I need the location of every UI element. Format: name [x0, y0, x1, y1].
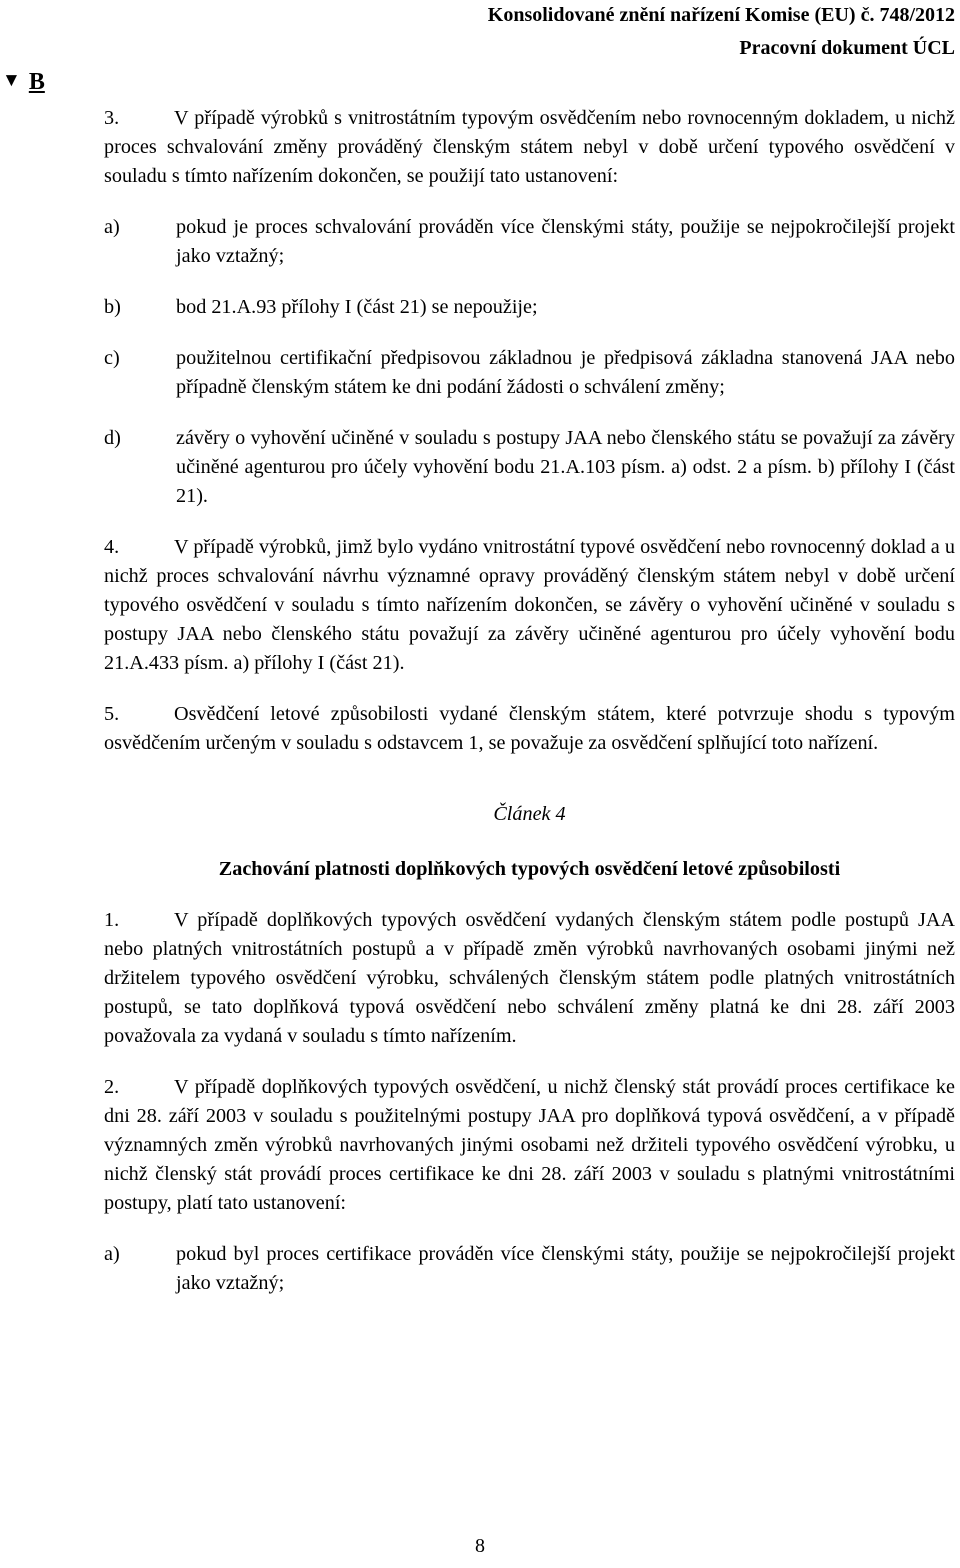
page-number: 8	[475, 1535, 485, 1557]
item-text: pokud byl proces certifikace prováděn více členskými státy, použije se nejpokročilejší projekt jako vztažný;	[176, 1243, 955, 1294]
list-item-d	[104, 424, 955, 511]
paragraph-number: 4.	[104, 536, 120, 558]
item-label: c)	[104, 347, 120, 369]
paragraph-text: V případě výrobků, jimž bylo vydáno vnitrostátní typové osvědčení nebo rovnocenný doklad a u nichž proces schvalování návrhu významné opravy prováděný členským státem nebyl v době určení typového osvědčení v souladu s tímto nařízením dokončen, se závěry o vyhovění učiněné v souladu s postupy JAA nebo členského státu považují za závěry učiněné agenturou pro účely vyhovění bodu 21.A.433 písm. a) přílohy I (část 21).	[104, 536, 955, 674]
paragraph-number: 3.	[104, 107, 120, 129]
list-item-a	[104, 1240, 955, 1298]
paragraph-number: 1.	[104, 909, 120, 931]
item-label: a)	[104, 216, 120, 238]
paragraph-text: Osvědčení letové způsobilosti vydané členským státem, které potvrzuje shodu s typovým osvědčením určeným v souladu s odstavcem 1, se považuje za osvědčení splňující toto nařízení.	[104, 703, 955, 754]
article-paragraph-1	[104, 906, 955, 1051]
list-item-c	[104, 344, 955, 402]
list-item-b	[104, 293, 955, 322]
triangle-down-icon: ▼	[2, 70, 21, 91]
paragraph-text: V případě doplňkových typových osvědčení, u nichž členský stát provádí proces certifikace ke dni 28. září 2003 v souladu s použitelnými postupy JAA pro doplňková typová osvědčení, a v případě významných změn výrobků navrhovaných jinými osobami než držiteli typového osvědčení výrobku, u nichž členský stát provádí proces certifikace ke dni 28. září 2003 v souladu s platnými vnitrostátními postupy, platí tato ustanovení:	[104, 1076, 955, 1214]
paragraph-number: 5.	[104, 703, 120, 725]
item-text: pokud je proces schvalování prováděn více členskými státy, použije se nejpokročilejší projekt jako vztažný;	[176, 216, 955, 267]
paragraph-text: V případě výrobků s vnitrostátním typovým osvědčením nebo rovnocenným dokladem, u nichž proces schvalování změny prováděný členským státem nebyl v době určení typového osvědčení v souladu s tímto nařízením dokončen, se použijí tato ustanovení:	[104, 107, 955, 187]
item-label: d)	[104, 427, 121, 449]
paragraph-3	[104, 104, 955, 191]
marker-letter: B	[28, 69, 45, 95]
document-subtitle: Pracovní dokument ÚCL	[739, 37, 955, 59]
article-heading: Zachování platnosti doplňkových typových osvědčení letové způsobilosti	[218, 858, 841, 880]
page-content	[104, 104, 955, 1298]
paragraph-text: V případě doplňkových typových osvědčení vydaných členským státem podle postupů JAA nebo platných vnitrostátních postupů a v případě změn výrobků navrhovaných osobami jinými než držitelem typového osvědčení výrobku, schválených členským státem podle platných vnitrostátních postupů, se tato doplňková typová osvědčení nebo schválení změny platná ke dni 28. září 2003 považovala za vydaná v souladu s tímto nařízením.	[104, 909, 955, 1047]
paragraph-number: 2.	[104, 1076, 120, 1098]
item-label: b)	[104, 296, 121, 318]
consolidation-marker	[2, 66, 45, 97]
paragraph-5	[104, 700, 955, 758]
article-title: Článek 4	[493, 803, 566, 825]
item-label: a)	[104, 1243, 120, 1265]
article-paragraph-2	[104, 1073, 955, 1218]
item-text: závěry o vyhovění učiněné v souladu s postupy JAA nebo členského státu se považují za závěry učiněné agenturou pro účely vyhovění bodu 21.A.103 písm. a) odst. 2 a písm. b) přílohy I (část 21).	[176, 427, 955, 507]
item-text: bod 21.A.93 přílohy I (část 21) se nepoužije;	[176, 296, 538, 318]
document-title: Konsolidované znění nařízení Komise (EU) č. 748/2012	[487, 4, 955, 26]
item-text: použitelnou certifikační předpisovou základnou je předpisová základna stanovená JAA nebo případně členským státem ke dni podání žádosti o schválení změny;	[176, 347, 955, 398]
list-item-a	[104, 213, 955, 271]
paragraph-4	[104, 533, 955, 678]
